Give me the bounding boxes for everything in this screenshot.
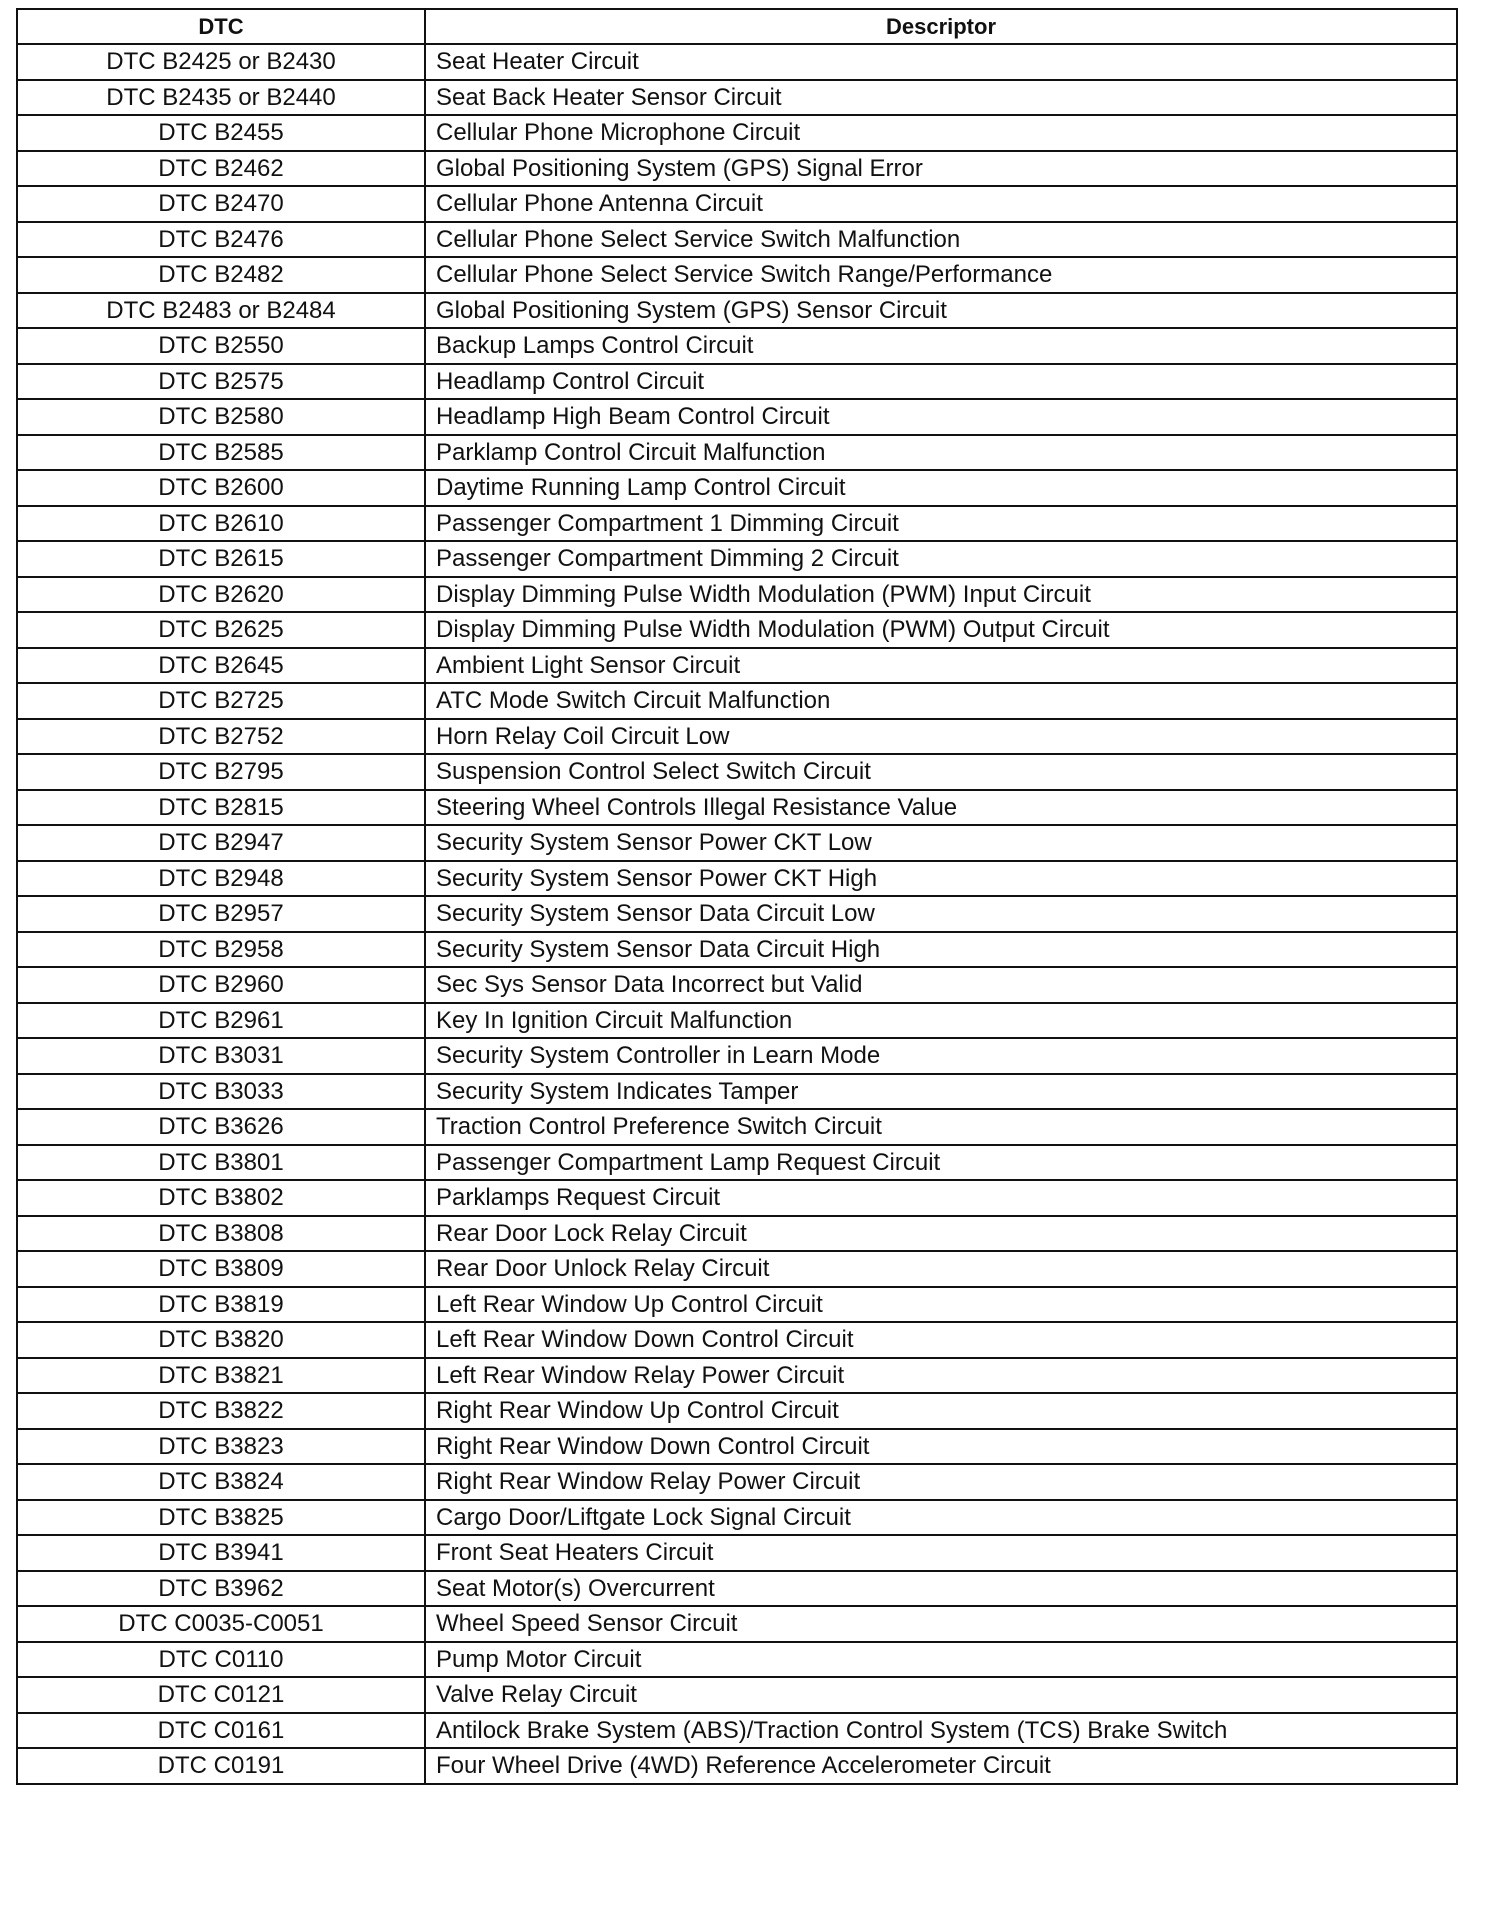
dtc-code-cell: DTC B3823 bbox=[17, 1429, 425, 1465]
table-row bbox=[17, 1393, 1457, 1429]
table-row bbox=[17, 1642, 1457, 1678]
dtc-code-cell: DTC C0161 bbox=[17, 1713, 425, 1749]
table-row bbox=[17, 541, 1457, 577]
dtc-code-cell: DTC B2585 bbox=[17, 435, 425, 471]
dtc-descriptor-cell: Suspension Control Select Switch Circuit bbox=[425, 754, 1457, 790]
dtc-descriptor-cell: Left Rear Window Relay Power Circuit bbox=[425, 1358, 1457, 1394]
dtc-descriptor-cell: Headlamp High Beam Control Circuit bbox=[425, 399, 1457, 435]
dtc-descriptor-cell: Ambient Light Sensor Circuit bbox=[425, 648, 1457, 684]
table-row bbox=[17, 1003, 1457, 1039]
dtc-code-cell: DTC B2625 bbox=[17, 612, 425, 648]
dtc-code-cell: DTC B2958 bbox=[17, 932, 425, 968]
dtc-code-cell: DTC B2455 bbox=[17, 115, 425, 151]
table-row bbox=[17, 222, 1457, 258]
table-row bbox=[17, 612, 1457, 648]
dtc-descriptor-cell: ATC Mode Switch Circuit Malfunction bbox=[425, 683, 1457, 719]
table-row bbox=[17, 719, 1457, 755]
dtc-code-cell: DTC B3033 bbox=[17, 1074, 425, 1110]
table-row bbox=[17, 1038, 1457, 1074]
table-row bbox=[17, 648, 1457, 684]
dtc-descriptor-cell: Rear Door Unlock Relay Circuit bbox=[425, 1251, 1457, 1287]
table-row bbox=[17, 861, 1457, 897]
dtc-descriptor-cell: Security System Indicates Tamper bbox=[425, 1074, 1457, 1110]
dtc-code-cell: DTC B2462 bbox=[17, 151, 425, 187]
dtc-table-sheet bbox=[16, 8, 1456, 1785]
dtc-descriptor-cell: Daytime Running Lamp Control Circuit bbox=[425, 470, 1457, 506]
dtc-code-cell: DTC B2752 bbox=[17, 719, 425, 755]
table-row bbox=[17, 1074, 1457, 1110]
table-row bbox=[17, 1109, 1457, 1145]
dtc-descriptor-cell: Traction Control Preference Switch Circuit bbox=[425, 1109, 1457, 1145]
dtc-code-cell: DTC B3808 bbox=[17, 1216, 425, 1252]
table-row bbox=[17, 1677, 1457, 1713]
dtc-descriptor-cell: Cellular Phone Antenna Circuit bbox=[425, 186, 1457, 222]
table-row bbox=[17, 967, 1457, 1003]
table-row bbox=[17, 364, 1457, 400]
table-row bbox=[17, 257, 1457, 293]
dtc-code-cell: DTC B2615 bbox=[17, 541, 425, 577]
dtc-code-cell: DTC B3962 bbox=[17, 1571, 425, 1607]
table-row bbox=[17, 293, 1457, 329]
dtc-code-cell: DTC B2948 bbox=[17, 861, 425, 897]
dtc-descriptor-cell: Valve Relay Circuit bbox=[425, 1677, 1457, 1713]
table-row bbox=[17, 470, 1457, 506]
dtc-descriptor-cell: Sec Sys Sensor Data Incorrect but Valid bbox=[425, 967, 1457, 1003]
dtc-descriptor-cell: Front Seat Heaters Circuit bbox=[425, 1535, 1457, 1571]
table-header-row bbox=[17, 9, 1457, 44]
dtc-code-cell: DTC B3802 bbox=[17, 1180, 425, 1216]
table-row bbox=[17, 1180, 1457, 1216]
dtc-code-cell: DTC B2483 or B2484 bbox=[17, 293, 425, 329]
dtc-code-cell: DTC B2470 bbox=[17, 186, 425, 222]
dtc-descriptor-cell: Global Positioning System (GPS) Signal Error bbox=[425, 151, 1457, 187]
dtc-descriptor-cell: Left Rear Window Up Control Circuit bbox=[425, 1287, 1457, 1323]
dtc-code-cell: DTC B2610 bbox=[17, 506, 425, 542]
dtc-descriptor-cell: Parklamp Control Circuit Malfunction bbox=[425, 435, 1457, 471]
table-row bbox=[17, 790, 1457, 826]
dtc-descriptor-cell: Headlamp Control Circuit bbox=[425, 364, 1457, 400]
dtc-code-cell: DTC B2957 bbox=[17, 896, 425, 932]
dtc-code-cell: DTC B2476 bbox=[17, 222, 425, 258]
dtc-code-cell: DTC B2725 bbox=[17, 683, 425, 719]
table-row bbox=[17, 896, 1457, 932]
dtc-code-cell: DTC B2575 bbox=[17, 364, 425, 400]
table-row bbox=[17, 1606, 1457, 1642]
table-row bbox=[17, 1145, 1457, 1181]
dtc-descriptor-cell: Passenger Compartment Dimming 2 Circuit bbox=[425, 541, 1457, 577]
dtc-code-cell: DTC B3824 bbox=[17, 1464, 425, 1500]
dtc-descriptor-cell: Seat Back Heater Sensor Circuit bbox=[425, 80, 1457, 116]
table-row bbox=[17, 1251, 1457, 1287]
table-row bbox=[17, 80, 1457, 116]
table-row bbox=[17, 1535, 1457, 1571]
dtc-code-cell: DTC B2795 bbox=[17, 754, 425, 790]
table-row bbox=[17, 186, 1457, 222]
table-row bbox=[17, 1358, 1457, 1394]
table-row bbox=[17, 1216, 1457, 1252]
dtc-descriptor-cell: Passenger Compartment Lamp Request Circuit bbox=[425, 1145, 1457, 1181]
dtc-code-cell: DTC B3941 bbox=[17, 1535, 425, 1571]
dtc-descriptor-cell: Security System Sensor Power CKT Low bbox=[425, 825, 1457, 861]
dtc-code-cell: DTC B2620 bbox=[17, 577, 425, 613]
table-row bbox=[17, 1748, 1457, 1784]
dtc-code-cell: DTC B2550 bbox=[17, 328, 425, 364]
dtc-descriptor-cell: Cellular Phone Select Service Switch Range/Performance bbox=[425, 257, 1457, 293]
dtc-descriptor-cell: Left Rear Window Down Control Circuit bbox=[425, 1322, 1457, 1358]
dtc-descriptor-cell: Four Wheel Drive (4WD) Reference Accelerometer Circuit bbox=[425, 1748, 1457, 1784]
table-row bbox=[17, 435, 1457, 471]
table-row bbox=[17, 44, 1457, 80]
dtc-code-cell: DTC B3822 bbox=[17, 1393, 425, 1429]
dtc-code-cell: DTC B3821 bbox=[17, 1358, 425, 1394]
dtc-descriptor-cell: Cellular Phone Select Service Switch Malfunction bbox=[425, 222, 1457, 258]
dtc-descriptor-cell: Right Rear Window Up Control Circuit bbox=[425, 1393, 1457, 1429]
dtc-code-cell: DTC B3809 bbox=[17, 1251, 425, 1287]
column-header-dtc: DTC bbox=[17, 9, 425, 44]
dtc-descriptor-cell: Security System Controller in Learn Mode bbox=[425, 1038, 1457, 1074]
dtc-code-cell: DTC B3801 bbox=[17, 1145, 425, 1181]
dtc-descriptor-cell: Display Dimming Pulse Width Modulation (PWM) Output Circuit bbox=[425, 612, 1457, 648]
dtc-code-cell: DTC B3825 bbox=[17, 1500, 425, 1536]
dtc-descriptor-cell: Security System Sensor Data Circuit High bbox=[425, 932, 1457, 968]
dtc-code-cell: DTC B2960 bbox=[17, 967, 425, 1003]
table-row bbox=[17, 151, 1457, 187]
table-row bbox=[17, 1464, 1457, 1500]
dtc-code-cell: DTC B2482 bbox=[17, 257, 425, 293]
dtc-code-cell: DTC B3031 bbox=[17, 1038, 425, 1074]
table-row bbox=[17, 825, 1457, 861]
table-row bbox=[17, 1287, 1457, 1323]
table-row bbox=[17, 328, 1457, 364]
dtc-descriptor-cell: Global Positioning System (GPS) Sensor Circuit bbox=[425, 293, 1457, 329]
dtc-code-cell: DTC B2947 bbox=[17, 825, 425, 861]
dtc-descriptor-cell: Seat Motor(s) Overcurrent bbox=[425, 1571, 1457, 1607]
dtc-descriptor-cell: Right Rear Window Down Control Circuit bbox=[425, 1429, 1457, 1465]
dtc-code-cell: DTC B2815 bbox=[17, 790, 425, 826]
dtc-descriptor-cell: Horn Relay Coil Circuit Low bbox=[425, 719, 1457, 755]
dtc-descriptor-cell: Key In Ignition Circuit Malfunction bbox=[425, 1003, 1457, 1039]
dtc-descriptor-cell: Cargo Door/Liftgate Lock Signal Circuit bbox=[425, 1500, 1457, 1536]
dtc-code-cell: DTC C0121 bbox=[17, 1677, 425, 1713]
table-row bbox=[17, 1322, 1457, 1358]
dtc-descriptor-cell: Display Dimming Pulse Width Modulation (PWM) Input Circuit bbox=[425, 577, 1457, 613]
dtc-code-cell: DTC B3820 bbox=[17, 1322, 425, 1358]
dtc-code-cell: DTC C0110 bbox=[17, 1642, 425, 1678]
dtc-code-cell: DTC B2961 bbox=[17, 1003, 425, 1039]
dtc-descriptor-cell: Wheel Speed Sensor Circuit bbox=[425, 1606, 1457, 1642]
table-row bbox=[17, 506, 1457, 542]
dtc-code-cell: DTC B3819 bbox=[17, 1287, 425, 1323]
table-row bbox=[17, 932, 1457, 968]
dtc-code-cell: DTC B2645 bbox=[17, 648, 425, 684]
table-row bbox=[17, 399, 1457, 435]
column-header-descriptor: Descriptor bbox=[425, 9, 1457, 44]
dtc-descriptor-cell: Antilock Brake System (ABS)/Traction Control System (TCS) Brake Switch bbox=[425, 1713, 1457, 1749]
dtc-descriptor-cell: Right Rear Window Relay Power Circuit bbox=[425, 1464, 1457, 1500]
dtc-descriptor-cell: Seat Heater Circuit bbox=[425, 44, 1457, 80]
dtc-code-cell: DTC B2435 or B2440 bbox=[17, 80, 425, 116]
table-row bbox=[17, 754, 1457, 790]
dtc-descriptor-cell: Backup Lamps Control Circuit bbox=[425, 328, 1457, 364]
table-body bbox=[17, 44, 1457, 1784]
dtc-descriptor-cell: Steering Wheel Controls Illegal Resistance Value bbox=[425, 790, 1457, 826]
dtc-descriptor-cell: Cellular Phone Microphone Circuit bbox=[425, 115, 1457, 151]
table-row bbox=[17, 1429, 1457, 1465]
dtc-code-cell: DTC C0191 bbox=[17, 1748, 425, 1784]
dtc-table bbox=[16, 8, 1458, 1785]
dtc-descriptor-cell: Security System Sensor Power CKT High bbox=[425, 861, 1457, 897]
dtc-code-cell: DTC B3626 bbox=[17, 1109, 425, 1145]
dtc-descriptor-cell: Passenger Compartment 1 Dimming Circuit bbox=[425, 506, 1457, 542]
dtc-descriptor-cell: Pump Motor Circuit bbox=[425, 1642, 1457, 1678]
dtc-descriptor-cell: Security System Sensor Data Circuit Low bbox=[425, 896, 1457, 932]
table-row bbox=[17, 577, 1457, 613]
dtc-code-cell: DTC B2580 bbox=[17, 399, 425, 435]
table-row bbox=[17, 1500, 1457, 1536]
dtc-descriptor-cell: Rear Door Lock Relay Circuit bbox=[425, 1216, 1457, 1252]
dtc-code-cell: DTC C0035-C0051 bbox=[17, 1606, 425, 1642]
dtc-code-cell: DTC B2600 bbox=[17, 470, 425, 506]
table-row bbox=[17, 1571, 1457, 1607]
dtc-descriptor-cell: Parklamps Request Circuit bbox=[425, 1180, 1457, 1216]
table-row bbox=[17, 683, 1457, 719]
dtc-code-cell: DTC B2425 or B2430 bbox=[17, 44, 425, 80]
table-row bbox=[17, 1713, 1457, 1749]
table-row bbox=[17, 115, 1457, 151]
